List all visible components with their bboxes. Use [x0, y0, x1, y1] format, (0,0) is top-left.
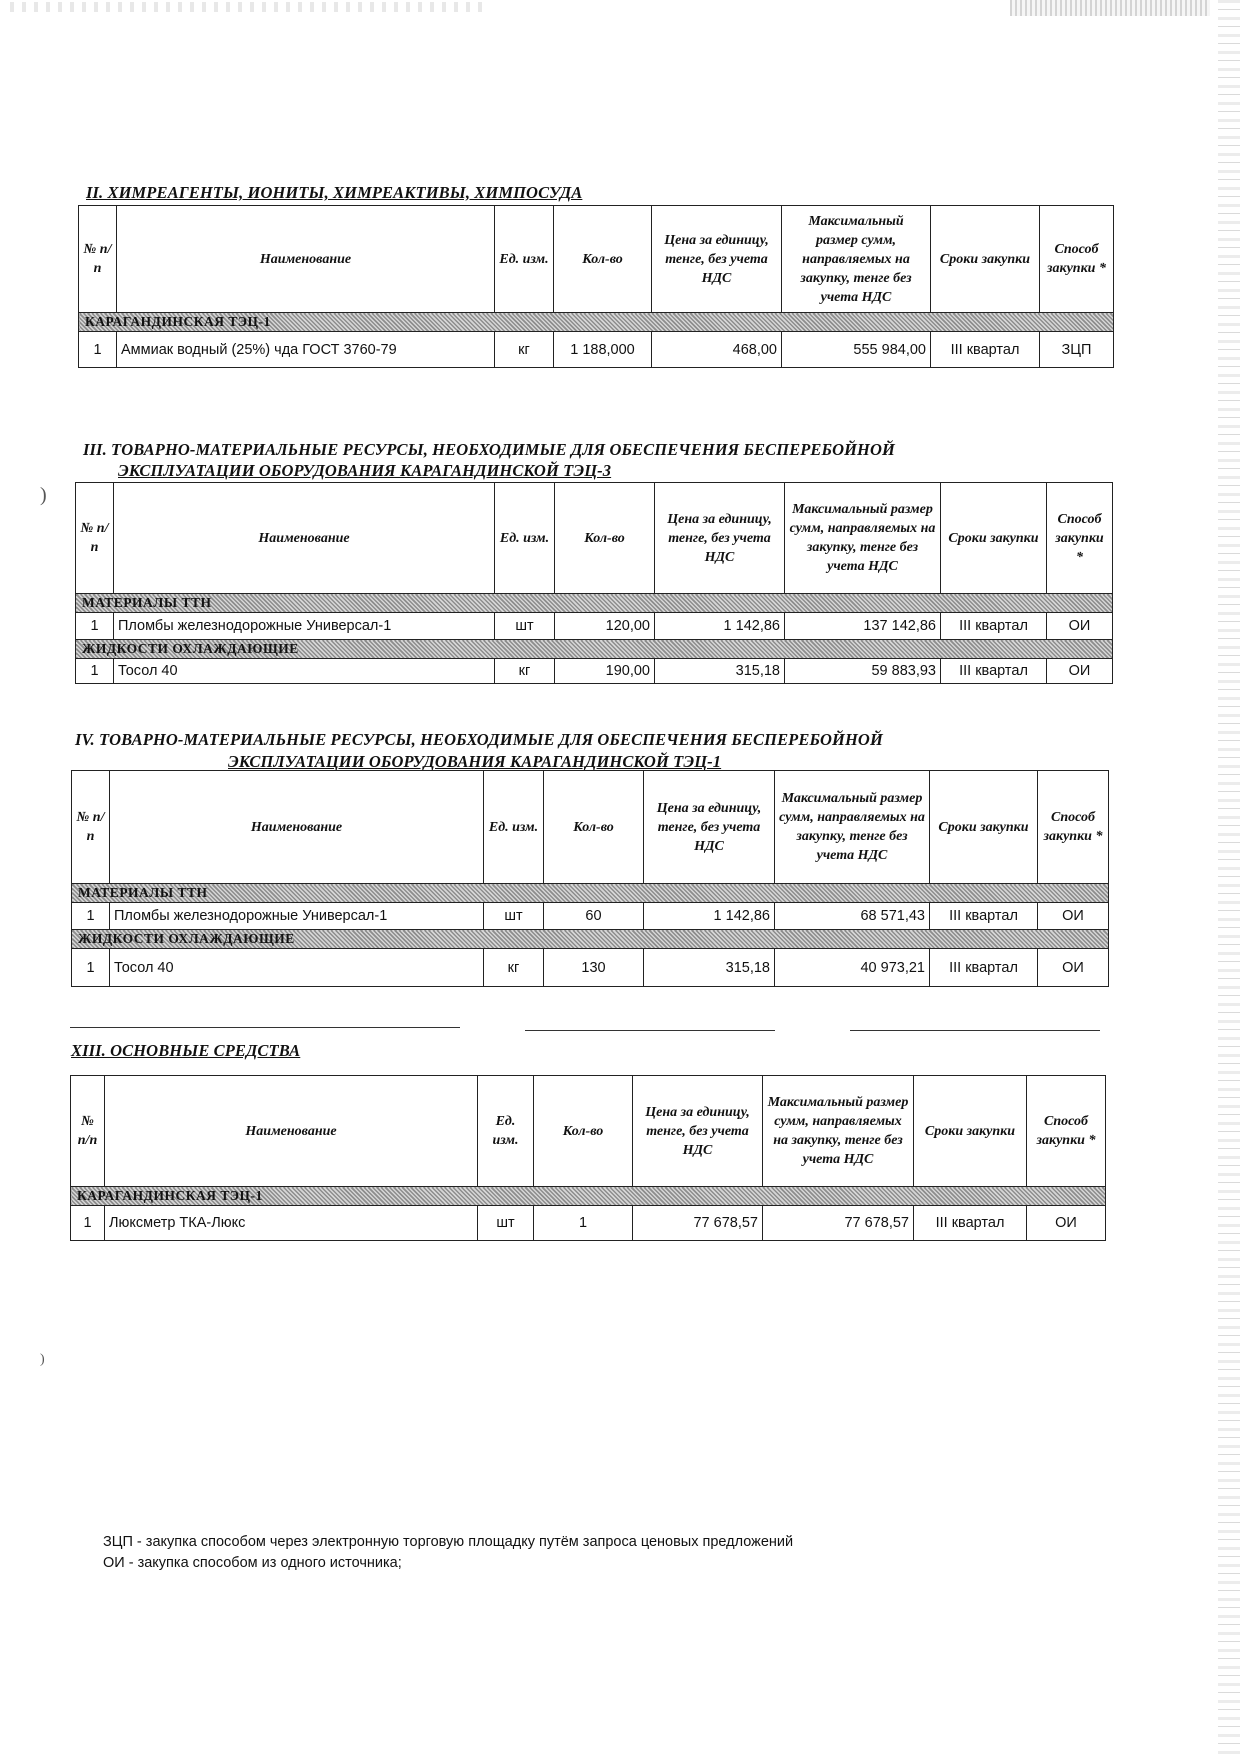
table-row	[76, 659, 1113, 684]
group-row	[72, 884, 1109, 903]
col-method-header: Способ закупки *	[1038, 771, 1109, 884]
cell-method: ОИ	[1038, 903, 1109, 930]
cell-max: 137 142,86	[785, 613, 941, 640]
table-row	[71, 1206, 1106, 1241]
cell-price: 1 142,86	[644, 903, 775, 930]
col-max-header: Максимальный размер сумм, направляемых на закупку, тенге без учета НДС	[775, 771, 930, 884]
scan-top-artifact	[10, 2, 490, 12]
group-label: КАРАГАНДИНСКАЯ ТЭЦ-1	[79, 313, 1114, 332]
group-label: ЖИДКОСТИ ОХЛАЖДАЮЩИЕ	[76, 640, 1113, 659]
cell-qty: 1	[534, 1206, 633, 1241]
footnotes	[103, 1532, 793, 1574]
col-no-header: № п/п	[76, 483, 114, 594]
cell-method: ОИ	[1027, 1206, 1106, 1241]
section-iii-table	[75, 482, 1113, 684]
col-name-header: Наименование	[110, 771, 484, 884]
col-unit-header: Ед. изм.	[495, 483, 555, 594]
cell-no: 1	[72, 949, 110, 987]
table-header-row	[71, 1076, 1106, 1187]
cell-no: 1	[72, 903, 110, 930]
cell-period: III квартал	[914, 1206, 1027, 1241]
cell-period: III квартал	[931, 332, 1040, 368]
section-iii-title: III. ТОВАРНО-МАТЕРИАЛЬНЫЕ РЕСУРСЫ, НЕОБХОДИМЫЕ ДЛЯ ОБЕСПЕЧЕНИЯ БЕСПЕРЕБОЙНОЙ	[83, 440, 895, 459]
group-label: МАТЕРИАЛЫ ТТН	[72, 884, 1109, 903]
scan-mark: )	[40, 484, 47, 506]
col-price-header: Цена за единицу, тенге, без учета НДС	[652, 206, 782, 313]
cell-no: 1	[76, 613, 114, 640]
col-qty-header: Кол-во	[544, 771, 644, 884]
footnote-zcp: ЗЦП - закупка способом через электронную торговую площадку путём запроса ценовых предложений	[103, 1534, 794, 1550]
group-label: КАРАГАНДИНСКАЯ ТЭЦ-1	[71, 1187, 1106, 1206]
cell-name: Тосол 40	[114, 659, 495, 684]
section-ii-title: II. ХИМРЕАГЕНТЫ, ИОНИТЫ, ХИМРЕАКТИВЫ, ХИМПОСУДА	[86, 183, 583, 202]
cell-max: 59 883,93	[785, 659, 941, 684]
col-unit-header: Ед. изм.	[495, 206, 554, 313]
cell-method: ОИ	[1047, 659, 1113, 684]
section-ii-table	[78, 205, 1114, 368]
footnote-oi: ОИ - закупка способом из одного источника;	[103, 1555, 402, 1571]
cell-method: ОИ	[1047, 613, 1113, 640]
cell-unit: кг	[495, 659, 555, 684]
section-iv-table	[71, 770, 1109, 987]
cell-name: Люксметр ТКА-Люкс	[105, 1206, 478, 1241]
cell-period: III квартал	[941, 613, 1047, 640]
col-period-header: Сроки закупки	[914, 1076, 1027, 1187]
cell-max: 68 571,43	[775, 903, 930, 930]
cell-unit: шт	[495, 613, 555, 640]
cell-unit: шт	[478, 1206, 534, 1241]
scan-mark: )	[40, 1352, 45, 1367]
cell-qty: 190,00	[555, 659, 655, 684]
cell-price: 315,18	[644, 949, 775, 987]
cell-max: 555 984,00	[782, 332, 931, 368]
table-row	[72, 903, 1109, 930]
col-unit-header: Ед. изм.	[484, 771, 544, 884]
col-method-header: Способ закупки *	[1047, 483, 1113, 594]
scan-top-right-artifact	[1010, 0, 1210, 16]
cell-name: Тосол 40	[110, 949, 484, 987]
cell-qty: 60	[544, 903, 644, 930]
cell-qty: 130	[544, 949, 644, 987]
cell-unit: кг	[484, 949, 544, 987]
group-row	[76, 640, 1113, 659]
col-max-header: Максимальный размер сумм, направляемых на закупку, тенге без учета НДС	[763, 1076, 914, 1187]
col-price-header: Цена за единицу, тенге, без учета НДС	[655, 483, 785, 594]
divider-line	[70, 1027, 460, 1028]
table-row	[76, 613, 1113, 640]
section-xiii-title: XIII. ОСНОВНЫЕ СРЕДСТВА	[71, 1041, 301, 1060]
table-header-row	[76, 483, 1113, 594]
col-no-header: № п/п	[72, 771, 110, 884]
section-iv-title: IV. ТОВАРНО-МАТЕРИАЛЬНЫЕ РЕСУРСЫ, НЕОБХОДИМЫЕ ДЛЯ ОБЕСПЕЧЕНИЯ БЕСПЕРЕБОЙНОЙ	[75, 730, 883, 749]
table-row	[79, 332, 1114, 368]
col-period-header: Сроки закупки	[931, 206, 1040, 313]
col-unit-header: Ед. изм.	[478, 1076, 534, 1187]
cell-unit: шт	[484, 903, 544, 930]
col-no-header: № п/п	[79, 206, 117, 313]
cell-period: III квартал	[930, 949, 1038, 987]
col-period-header: Сроки закупки	[941, 483, 1047, 594]
col-name-header: Наименование	[114, 483, 495, 594]
col-method-header: Способ закупки *	[1027, 1076, 1106, 1187]
col-max-header: Максимальный размер сумм, направляемых на закупку, тенге без учета НДС	[782, 206, 931, 313]
group-row	[76, 594, 1113, 613]
cell-name: Пломбы железнодорожные Универсал-1	[114, 613, 495, 640]
col-max-header: Максимальный размер сумм, направляемых на закупку, тенге без учета НДС	[785, 483, 941, 594]
divider-line	[850, 1030, 1100, 1031]
cell-qty: 1 188,000	[554, 332, 652, 368]
group-label: МАТЕРИАЛЫ ТТН	[76, 594, 1113, 613]
table-row	[72, 949, 1109, 987]
col-qty-header: Кол-во	[554, 206, 652, 313]
cell-name: Пломбы железнодорожные Универсал-1	[110, 903, 484, 930]
cell-no: 1	[76, 659, 114, 684]
col-qty-header: Кол-во	[555, 483, 655, 594]
cell-unit: кг	[495, 332, 554, 368]
col-price-header: Цена за единицу, тенге, без учета НДС	[633, 1076, 763, 1187]
cell-no: 1	[71, 1206, 105, 1241]
col-name-header: Наименование	[117, 206, 495, 313]
col-method-header: Способ закупки *	[1040, 206, 1114, 313]
cell-qty: 120,00	[555, 613, 655, 640]
cell-no: 1	[79, 332, 117, 368]
table-header-row	[79, 206, 1114, 313]
cell-max: 40 973,21	[775, 949, 930, 987]
cell-period: III квартал	[941, 659, 1047, 684]
cell-price: 315,18	[655, 659, 785, 684]
cell-max: 77 678,57	[763, 1206, 914, 1241]
group-row	[79, 313, 1114, 332]
col-period-header: Сроки закупки	[930, 771, 1038, 884]
cell-period: III квартал	[930, 903, 1038, 930]
group-row	[72, 930, 1109, 949]
cell-method: ЗЦП	[1040, 332, 1114, 368]
table-header-row	[72, 771, 1109, 884]
col-name-header: Наименование	[105, 1076, 478, 1187]
scan-edge-artifact	[1218, 0, 1240, 1754]
cell-name: Аммиак водный (25%) чда ГОСТ 3760-79	[117, 332, 495, 368]
col-price-header: Цена за единицу, тенге, без учета НДС	[644, 771, 775, 884]
cell-price: 77 678,57	[633, 1206, 763, 1241]
cell-price: 1 142,86	[655, 613, 785, 640]
section-xiii-table	[70, 1075, 1106, 1241]
section-iv-subtitle: ЭКСПЛУАТАЦИИ ОБОРУДОВАНИЯ КАРАГАНДИНСКОЙ ТЭЦ-1	[228, 752, 722, 771]
group-row	[71, 1187, 1106, 1206]
cell-price: 468,00	[652, 332, 782, 368]
group-label: ЖИДКОСТИ ОХЛАЖДАЮЩИЕ	[72, 930, 1109, 949]
cell-method: ОИ	[1038, 949, 1109, 987]
section-iii-subtitle: ЭКСПЛУАТАЦИИ ОБОРУДОВАНИЯ КАРАГАНДИНСКОЙ ТЭЦ-3	[118, 461, 612, 480]
divider-line	[525, 1030, 775, 1031]
col-no-header: № п/п	[71, 1076, 105, 1187]
col-qty-header: Кол-во	[534, 1076, 633, 1187]
